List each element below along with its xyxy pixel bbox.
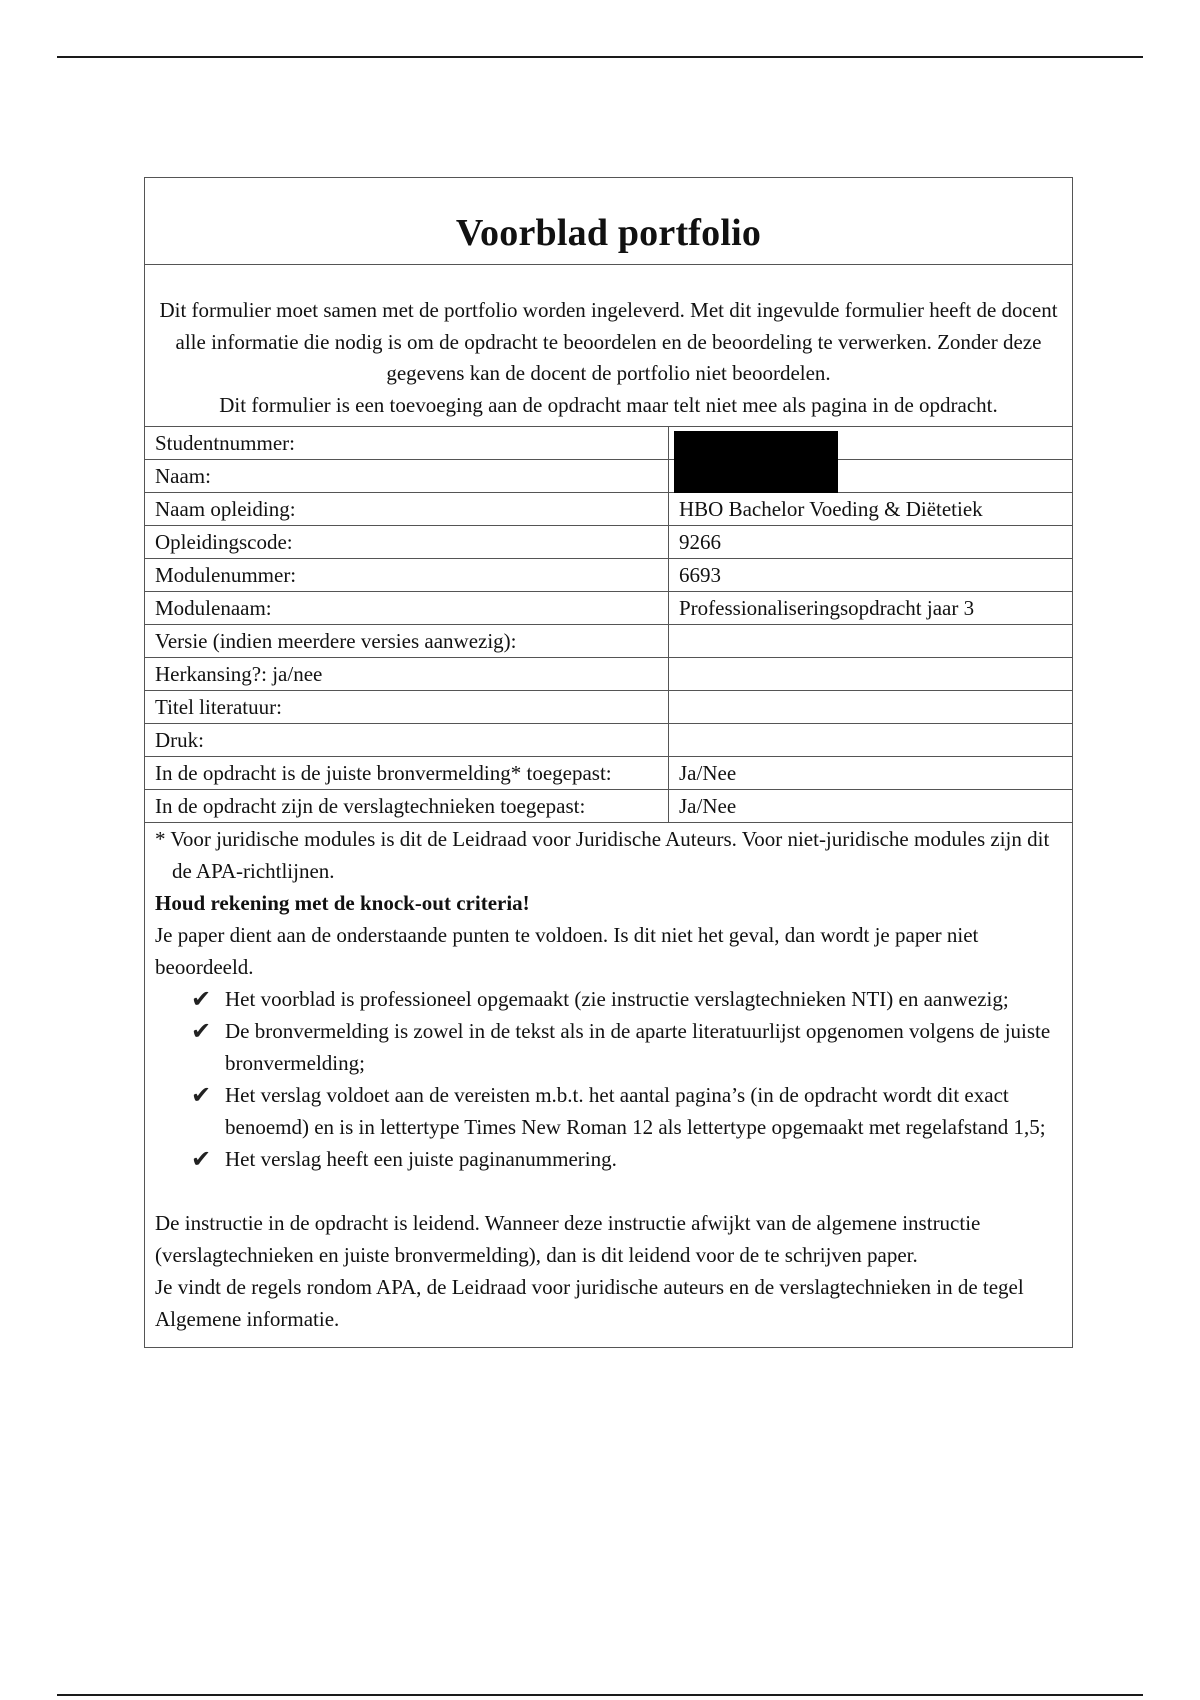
field-row-verslagtechnieken	[145, 790, 1072, 823]
footnote: * Voor juridische modules is dit de Leidraad voor Juridische Auteurs. Voor niet-juridische modules zijn dit de APA-richtlijnen.	[155, 827, 1050, 883]
field-row-naam-opleiding	[145, 493, 1072, 526]
field-row-modulenaam	[145, 592, 1072, 625]
field-value[interactable]	[669, 625, 1073, 658]
field-label: Modulenaam:	[145, 592, 669, 625]
intro-text	[145, 265, 1072, 427]
field-label: Opleidingscode:	[145, 526, 669, 559]
checkmark-icon: ✔	[191, 1081, 212, 1109]
field-label: Titel literatuur:	[145, 691, 669, 724]
field-label: Herkansing?: ja/nee	[145, 658, 669, 691]
list-item	[191, 1079, 1062, 1143]
field-row-naam	[145, 460, 1072, 493]
field-value[interactable]: 9266	[669, 526, 1073, 559]
list-item	[191, 983, 1062, 1015]
field-value[interactable]: Ja/Nee	[669, 757, 1073, 790]
field-label: In de opdracht is de juiste bronvermelding* toegepast:	[145, 757, 669, 790]
closing-note: Je vindt de regels rondom APA, de Leidraad voor juridische auteurs en de verslagtechnieken in de tegel Algemene informatie.	[155, 1275, 1024, 1331]
checkmark-icon: ✔	[191, 985, 212, 1013]
field-row-titel-literatuur	[145, 691, 1072, 724]
knockout-intro: Je paper dient aan de onderstaande punten te voldoen. Is dit niet het geval, dan wordt je paper niet beoordeeld.	[155, 923, 979, 979]
field-label: Naam:	[145, 460, 669, 493]
field-label: Naam opleiding:	[145, 493, 669, 526]
checkmark-icon: ✔	[191, 1017, 212, 1045]
notes-section	[145, 823, 1072, 1347]
field-label: Versie (indien meerdere versies aanwezig):	[145, 625, 669, 658]
field-value[interactable]	[669, 658, 1073, 691]
field-label: Studentnummer:	[145, 427, 669, 460]
fields-table	[145, 427, 1072, 823]
field-value[interactable]: Ja/Nee	[669, 790, 1073, 823]
header-rule	[57, 56, 1143, 58]
criterion-text: Het voorblad is professioneel opgemaakt (zie instructie verslagtechnieken NTI) en aanwezig;	[225, 987, 1009, 1011]
criteria-list	[155, 983, 1062, 1175]
field-row-studentnummer	[145, 427, 1072, 460]
field-value[interactable]: Professionaliseringsopdracht jaar 3	[669, 592, 1073, 625]
closing-paragraph: De instructie in de opdracht is leidend. Wanneer deze instructie afwijkt van de algemene instructie (verslagtechnieken en juiste bronvermelding), dan is dit leidend voor de te schrijven paper.	[155, 1211, 981, 1267]
redaction-block	[674, 431, 838, 493]
footer-rule	[57, 1694, 1143, 1696]
field-row-versie	[145, 625, 1072, 658]
list-item	[191, 1015, 1062, 1079]
field-value[interactable]: HBO Bachelor Voeding & Diëtetiek	[669, 493, 1073, 526]
checkmark-icon: ✔	[191, 1145, 212, 1173]
cover-sheet-form	[144, 177, 1073, 1348]
field-value[interactable]	[669, 724, 1073, 757]
list-item	[191, 1143, 1062, 1175]
field-row-opleidingscode	[145, 526, 1072, 559]
criterion-text: De bronvermelding is zowel in de tekst als in de aparte literatuurlijst opgenomen volgens de juiste bronvermelding;	[225, 1019, 1051, 1075]
field-value[interactable]	[669, 691, 1073, 724]
field-row-herkansing	[145, 658, 1072, 691]
intro-note: Dit formulier is een toevoeging aan de opdracht maar telt niet mee als pagina in de opdracht.	[219, 392, 998, 417]
criterion-text: Het verslag heeft een juiste paginanummering.	[225, 1147, 617, 1171]
field-row-druk	[145, 724, 1072, 757]
title-row	[145, 178, 1072, 265]
intro-paragraph: Dit formulier moet samen met de portfolio worden ingeleverd. Met dit ingevulde formulier heeft de docent alle informatie die nodig is om de opdracht te beoordelen en de beoordeling te verwerken. Zonder deze gegevens kan de docent de portfolio niet beoordelen.	[159, 298, 1058, 385]
field-row-bronvermelding	[145, 757, 1072, 790]
criterion-text: Het verslag voldoet aan de vereisten m.b.t. het aantal pagina’s (in de opdracht wordt dit exact benoemd) en is in lettertype Times New Roman 12 als lettertype opgemaakt met regelafstand 1,5;	[225, 1083, 1046, 1139]
field-label: Druk:	[145, 724, 669, 757]
page-title: Voorblad portfolio	[455, 212, 762, 254]
field-label: Modulenummer:	[145, 559, 669, 592]
knockout-heading: Houd rekening met de knock-out criteria!	[155, 891, 530, 915]
field-value[interactable]: 6693	[669, 559, 1073, 592]
field-label: In de opdracht zijn de verslagtechnieken toegepast:	[145, 790, 669, 823]
field-row-modulenummer	[145, 559, 1072, 592]
